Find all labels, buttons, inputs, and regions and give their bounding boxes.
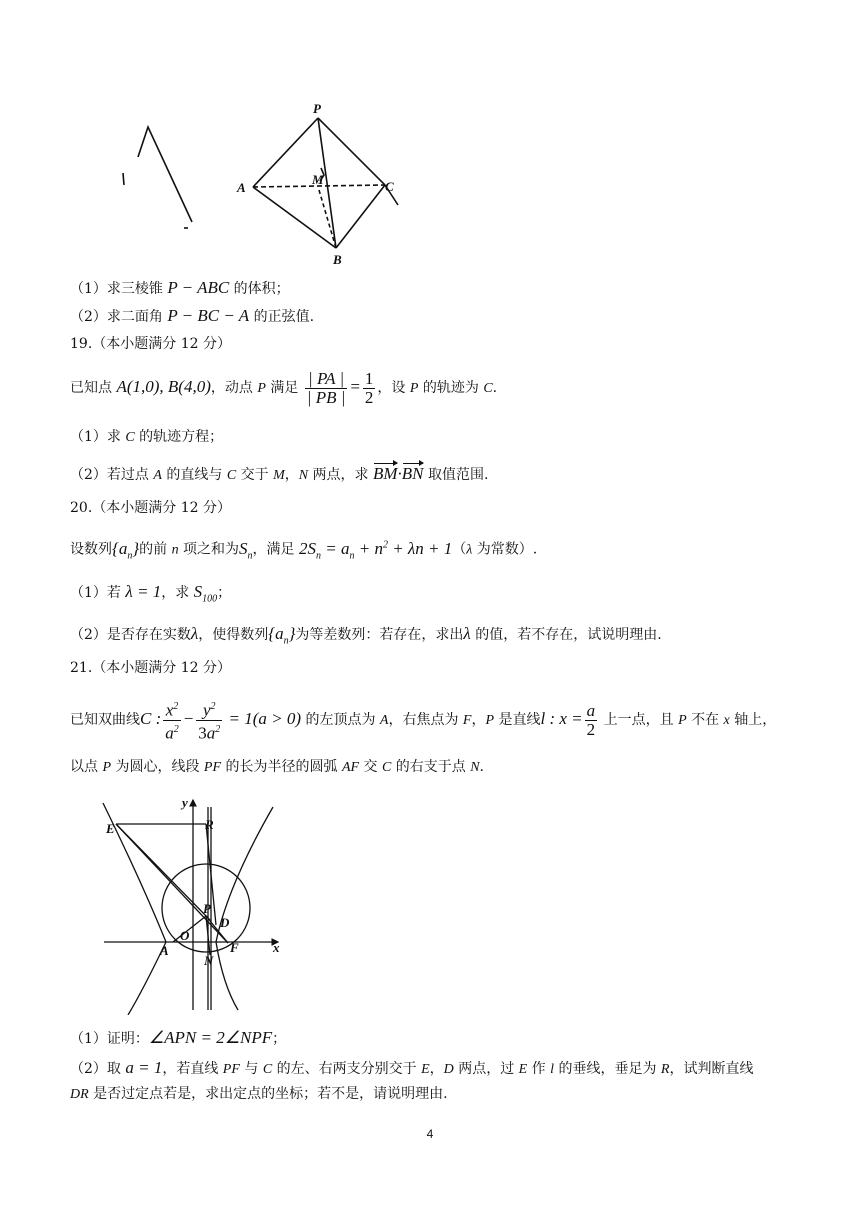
q20-part2: （2）是否存在实数λ，使得数列$\{a_n\}$为等差数列：若存在，求出λ 的值，若不存在，试说明理由. <box>70 624 662 647</box>
q19-part2: （2）若过点 A 的直线与 C 交于 M，N 两点，求 BM·BN 取值范围. <box>70 462 488 488</box>
right-branch <box>216 807 273 1010</box>
label-A: A <box>160 943 169 958</box>
q20-header: 20.（本小题满分 12 分） <box>70 500 231 516</box>
pyramid-figure <box>110 95 420 270</box>
label-x: x <box>273 940 280 955</box>
label-D: D <box>220 915 230 930</box>
q21-part2-line2: DR 是否过定点若是，求出定点的坐标；若不是，请说明理由. <box>70 1086 448 1102</box>
label-M: M <box>312 172 324 187</box>
q21-header: 21.（本小题满分 12 分） <box>70 660 231 676</box>
q18-part2: （2）求二面角 P − BC − A 的正弦值. <box>70 306 315 325</box>
label-P: P <box>313 101 321 116</box>
q19-statement: 已知点 A(1,0), B(4,0)，动点 P 满足 $\frac{| PA |}{| PB |}$ = $\frac{1}{2}$ ，设 P 的轨迹为 C. <box>70 368 498 407</box>
label-O: O <box>180 928 190 943</box>
fragment-angle <box>138 127 192 222</box>
label-C: C <box>385 179 394 194</box>
label-R: R <box>205 817 214 832</box>
q20-statement: 设数列$\{a_n\}$的前 n 项之和为$S_n$，满足 $2S_n = a_n + n^2 + \lambda n + 1(\lambda$ 为常数）. <box>70 538 538 562</box>
label-E: E <box>106 821 115 836</box>
q21-part1: （1）证明：∠APN = 2∠NPF； <box>70 1028 287 1047</box>
q20-part1: （1）若 λ = 1，求 $S_{100}$； <box>70 582 232 605</box>
label-B: B <box>333 252 342 267</box>
label-A: A <box>237 180 246 195</box>
hyperbola-figure <box>98 795 298 1015</box>
q21-statement-line1: 已知双曲线C : $\frac{x^2}{a^2}$ − $\frac{y^2}{3a^2}$ = 1(a > 0) 的左顶点为 A，右焦点为 F，P 是直线l : x = $\frac{a}{2}$ 上一点，且 P 不在 x 轴上， <box>70 697 776 743</box>
label-F: F <box>230 940 239 955</box>
page-number: 4 <box>426 1127 434 1141</box>
q19-part1: （1）求 C 的轨迹方程； <box>70 429 224 445</box>
label-N: N <box>204 953 214 968</box>
q21-statement-line2: 以点 P 为圆心，线段 PF 的长为半径的圆弧 AF 交 C 的右支于点 N. <box>70 759 484 775</box>
fragment-line <box>123 173 124 185</box>
q18-part1: （1）求三棱锥 P − ABC 的体积； <box>70 278 290 297</box>
label-P: P <box>203 901 211 916</box>
q19-header: 19.（本小题满分 12 分） <box>70 336 231 352</box>
q21-part2-line1: （2）取 a = 1，若直线 PF 与 C 的左、右两支分别交于 E，D 两点，过 E 作 l 的垂线，垂足为 R，试判断直线 <box>70 1058 754 1077</box>
label-y: y <box>182 795 188 810</box>
